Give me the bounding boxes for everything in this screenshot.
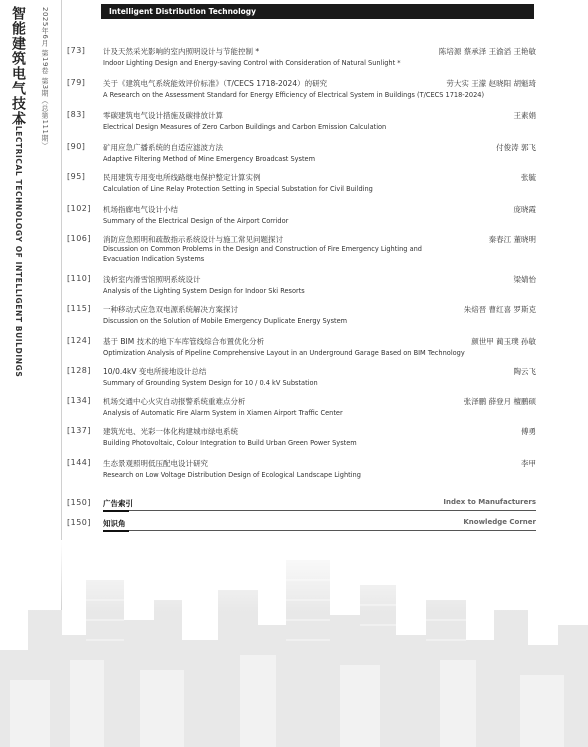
- issue-info: 2025年6月 第19卷 第3期（总第111期）: [41, 7, 49, 150]
- authors: 王素娟: [513, 111, 536, 120]
- authors: 秦春江 董晓明: [488, 235, 536, 244]
- page-number: [137]: [67, 426, 92, 435]
- authors: 陈培源 蔡承泽 王渝滔 王艳敏: [438, 47, 536, 56]
- title-en: Calculation of Line Relay Protection Setting in Special Substation for Civil Building: [103, 185, 373, 193]
- title-en: Discussion on the Solution of Mobile Emergency Duplicate Energy System: [103, 317, 348, 325]
- title-cn: 零碳建筑电气设计措施及碳排放计算: [103, 111, 223, 120]
- page-number: [95]: [67, 172, 86, 181]
- authors: 颜世甲 蔺玉璞 孙敏: [471, 337, 536, 346]
- page-number: [124]: [67, 336, 92, 345]
- title-en: Electrical Design Measures of Zero Carbon Buildings and Carbon Emission Calculation: [103, 123, 387, 131]
- section-label-en: Index to Manufacturers: [443, 498, 536, 506]
- title-cn: 消防应急照明和疏散指示系统设计与施工常见问题探讨: [103, 235, 283, 244]
- authors: 陶云飞: [513, 367, 536, 376]
- page-number: [150]: [67, 498, 92, 507]
- title-cn: 计及天然采光影响的室内照明设计与节能控制 *: [103, 47, 260, 56]
- title-en: Summary of the Electrical Design of the Airport Corridor: [103, 217, 289, 225]
- title-cn: 建筑光电、光彩一体化构建城市绿电系统: [103, 427, 238, 436]
- title-cn: 10/0.4kV 变电所接地设计总结: [103, 367, 207, 376]
- knowledge-corner-row[interactable]: [64, 518, 538, 538]
- title-en: Building Photovoltaic, Colour Integration to Build Urban Green Power System: [103, 439, 357, 447]
- page-number: [83]: [67, 110, 86, 119]
- row-rule: [103, 530, 536, 531]
- title-en: Analysis of the Lighting System Design for Indoor Ski Resorts: [103, 287, 305, 295]
- section-banner: Intelligent Distribution Technology: [101, 4, 534, 19]
- title-en: Optimization Analysis of Pipeline Comprehensive Layout in an Underground Garage Based on BIM Technology: [103, 349, 465, 357]
- section-label-en: Knowledge Corner: [463, 518, 536, 526]
- page-number: [144]: [67, 458, 92, 467]
- title-en: Adaptive Filtering Method of Mine Emergency Broadcast System: [103, 155, 316, 163]
- city-skyline-illustration: [0, 540, 588, 747]
- authors: 庞晓霞: [513, 205, 536, 214]
- authors: 张泽鹏 薛登月 檀鹏硕: [463, 397, 536, 406]
- title-en: Discussion on Common Problems in the Design and Construction of Fire Emergency Lighting and Evacuation Indication Systems: [103, 245, 422, 263]
- section-label-cn: 知识角: [103, 519, 126, 528]
- title-cn: 关于《建筑电气系统能效评价标准》（T/CECS 1718-2024）的研究: [103, 79, 328, 88]
- title-cn: 民用建筑专用变电所线路继电保护整定计算实例: [103, 173, 261, 182]
- title-cn: 基于 BIM 技术的地下车库管线综合布置优化分析: [103, 337, 265, 346]
- journal-title-en: ELECTRICAL TECHNOLOGY OF INTELLIGENT BUILDINGS: [14, 120, 23, 378]
- authors: 付俊涛 郭飞: [496, 143, 536, 152]
- title-en: Research on Low Voltage Distribution Design of Ecological Landscape Lighting: [103, 471, 361, 479]
- authors: 张毓: [521, 173, 536, 182]
- row-rule-accent: [103, 530, 129, 532]
- page-number: [150]: [67, 518, 92, 527]
- authors: 傅勇: [521, 427, 536, 436]
- authors: 梁婧怡: [513, 275, 536, 284]
- title-cn: 机场指廊电气设计小结: [103, 205, 178, 214]
- section-label-cn: 广告索引: [103, 499, 133, 508]
- title-en: Analysis of Automatic Fire Alarm System in Xiamen Airport Traffic Center: [103, 409, 343, 417]
- authors: 李甲: [521, 459, 536, 468]
- authors: 劳大实 王濛 赵晓阳 胡魁琦: [446, 79, 536, 88]
- manufacturer-index-row[interactable]: [64, 498, 538, 518]
- page-number: [128]: [67, 366, 92, 375]
- row-rule: [103, 510, 536, 511]
- page-number: [79]: [67, 78, 86, 87]
- title-cn: 生态景观照明低压配电设计研究: [103, 459, 208, 468]
- page-number: [106]: [67, 234, 92, 243]
- title-en: Indoor Lighting Design and Energy-saving Control with Consideration of Natural Sunlight *: [103, 59, 401, 67]
- title-cn: 机场交通中心火灾自动报警系统重难点分析: [103, 397, 246, 406]
- title-en: Summary of Grounding System Design for 10 / 0.4 kV Substation: [103, 379, 318, 387]
- page-number: [73]: [67, 46, 86, 55]
- title-cn: 浅析室内滑雪馆照明系统设计: [103, 275, 201, 284]
- journal-title-cn: 智能建筑电气技术: [10, 6, 26, 126]
- title-cn: 一种移动式应急双电源系统解决方案探讨: [103, 305, 238, 314]
- page-number: [102]: [67, 204, 92, 213]
- row-rule-accent: [103, 510, 129, 512]
- title-en: A Research on the Assessment Standard for Energy Efficiency of Electrical System in Buildings (T/CECS 1718-2024): [103, 91, 485, 99]
- page-number: [110]: [67, 274, 92, 283]
- page-number: [134]: [67, 396, 92, 405]
- page-number: [90]: [67, 142, 86, 151]
- authors: 朱焙晋 曹红喜 罗斯克: [463, 305, 536, 314]
- title-cn: 矿用应急广播系统的自适应滤波方法: [103, 143, 223, 152]
- page-number: [115]: [67, 304, 92, 313]
